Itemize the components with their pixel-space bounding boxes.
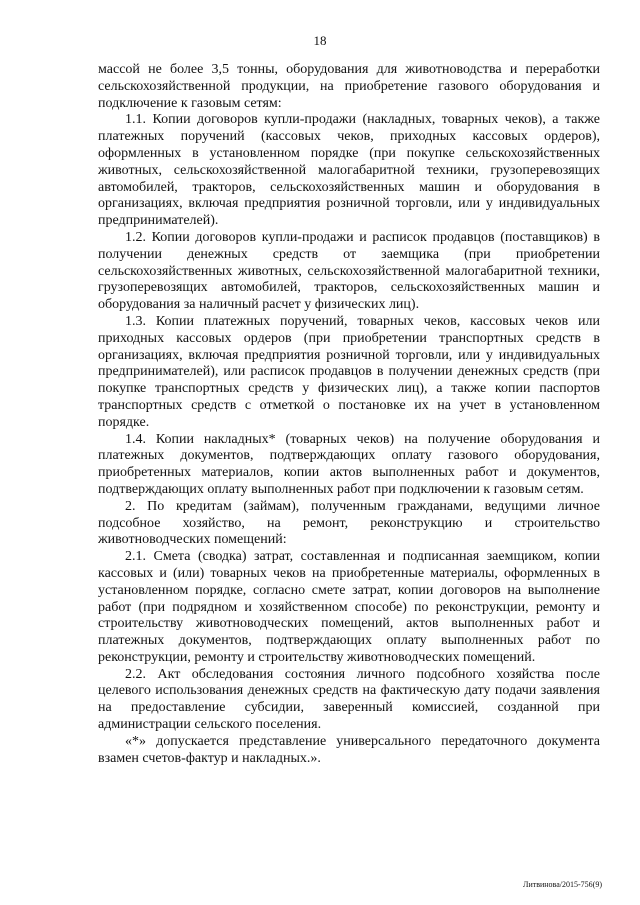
paragraph: 1.3. Копии платежных поручений, товарных чеков, кассовых чеков или приходных кассовых ордеров (при приобретении транспортных средств в организациях, включая предприятия розничной торговли, или у индивидуальных предпринимателей), или расписок продавцов в получении денежных средств (при покупке транспортных средств у физических лиц), а также копии паспортов транспортных средств с отметкой о постановке их на учет в установленном порядке. — [98, 313, 600, 430]
paragraph: массой не более 3,5 тонны, оборудования для животноводства и переработки сельскохозяйственной продукции, на приобретение газового оборудования и подключение к газовым сетям: — [98, 62, 600, 111]
document-body — [98, 62, 600, 767]
paragraph: 1.1. Копии договоров купли-продажи (накладных, товарных чеков), а также платежных поручений (кассовых чеков, приходных кассовых ордеров), оформленных в установленном порядке (при покупке сельскохозяйственных животных, сельскохозяйственной малогабаритной техники, грузоперевозящих автомобилей, тракторов, сельскохозяйственных машин и оборудования в организациях, включая предприятия розничной торговли, или у индивидуальных предпринимателей). — [98, 112, 600, 229]
page-number: 18 — [313, 33, 327, 48]
paragraph: 1.2. Копии договоров купли-продажи и расписок продавцов (поставщиков) в получении денежных средств от заемщика (при приобретении сельскохозяйственных животных, сельскохозяйственной малогабаритной техники, грузоперевозящих автомобилей, тракторов, сельскохозяйственных машин и оборудования за наличный расчет у физических лиц). — [98, 229, 600, 313]
footer-reference: Литвинова/2015-756(9) — [523, 880, 602, 889]
paragraph: 2.1. Смета (сводка) затрат, составленная и подписанная заемщиком, копии кассовых и (или) товарных чеков на приобретенные материалы, оформленных в установленном порядке, согласно смете затрат, копии договоров на выполнение работ (при подрядном и хозяйственном способе) по реконструкции, ремонту и строительству животноводческих помещений, актов выполненных работ и платежных документов, подтверждающих оплату выполненных работ по реконструкции, ремонту и строительству животноводческих помещений. — [98, 549, 600, 665]
paragraph: 2.2. Акт обследования состояния личного подсобного хозяйства после целевого использования денежных средств на фактическую дату подачи заявления на предоставление субсидии, заверенный комиссией, созданной при администрации сельского поселения. — [98, 666, 600, 733]
paragraph: 2. По кредитам (займам), полученным гражданами, ведущими личное подсобное хозяйство, на ремонт, реконструкцию и строительство животноводческих помещений: — [98, 498, 600, 548]
paragraph: «*» допускается представление универсального передаточного документа взамен счетов-фактур и накладных.». — [98, 733, 600, 766]
paragraph: 1.4. Копии накладных* (товарных чеков) на получение оборудования и платежных документов, подтверждающих оплату газового оборудования, приобретенных материалов, копии актов выполненных работ и документов, подтверждающих оплату выполненных работ при подключении к газовым сетям. — [98, 431, 600, 497]
